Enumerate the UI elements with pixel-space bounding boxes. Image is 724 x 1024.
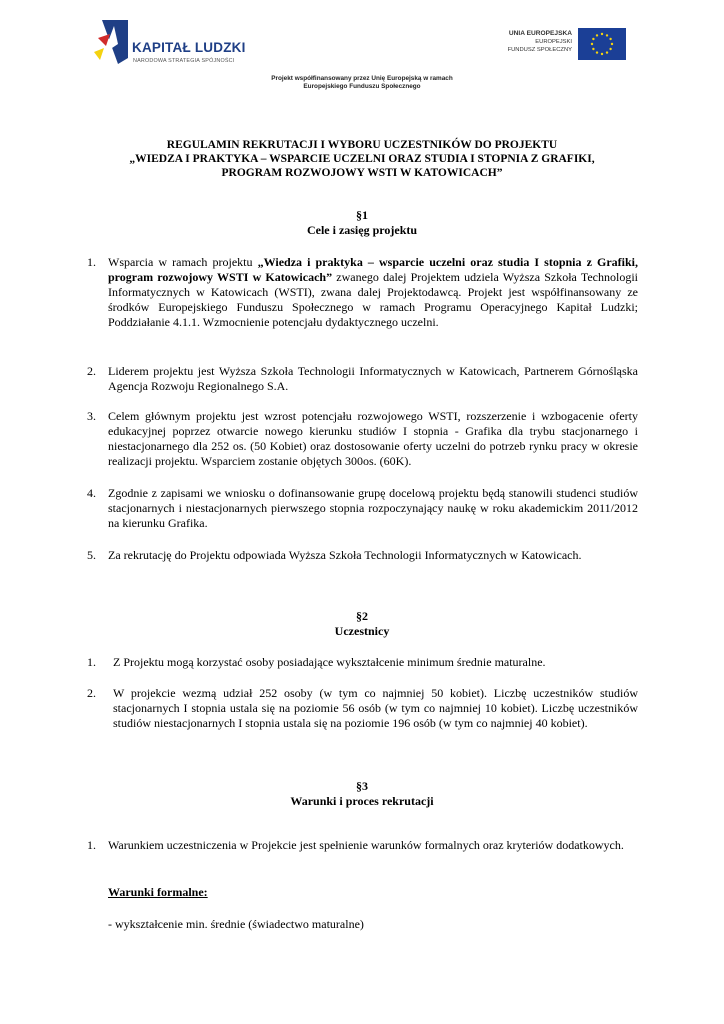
eu-line1: UNIA EUROPEJSKA bbox=[508, 30, 572, 37]
s2-item2-text: W projekcie wezmą udział 252 osoby (w tym co najmniej 50 kobiet). Liczbę uczestników studiów stacjonarnych I stopnia ustala się na poziomie 56 osób (w tym co najmniej 10 kobiet). Liczbę uczestników studiów niestacjonarnych I stopnia ustala się na poziomie 196 osób (w tym co najmniej 40 kobiet). bbox=[113, 686, 638, 730]
s1-item2-text: Liderem projektu jest Wyższa Szkoła Technologii Informatycznych w Katowicach, Partnerem Górnośląska Agencja Rozwoju Regionalnego S.A. bbox=[108, 364, 638, 393]
eu-flag-icon bbox=[578, 28, 626, 60]
section3-heading bbox=[0, 779, 724, 809]
section2-heading bbox=[0, 609, 724, 639]
eu-line2: EUROPEJSKI bbox=[535, 39, 572, 45]
section3-number: §3 bbox=[356, 779, 368, 793]
s1-item5-number: 5. bbox=[87, 548, 96, 562]
title-line2: „WIEDZA I PRAKTYKA – WSPARCIE UCZELNI ORAZ STUDIA I STOPNIA Z GRAFIKI, bbox=[129, 153, 595, 165]
s1-item3-number: 3. bbox=[87, 409, 96, 423]
s1-item4-number: 4. bbox=[87, 486, 96, 500]
s1-item1-pre: Wsparcia w ramach projektu bbox=[108, 255, 258, 269]
cofinancing-note bbox=[0, 75, 724, 91]
section2-title: Uczestnicy bbox=[334, 624, 390, 638]
eu-line3: FUNDUSZ SPOŁECZNY bbox=[507, 47, 572, 53]
kapital-ludzki-emblem-icon bbox=[88, 18, 130, 66]
s3-item1-text: Warunkiem uczestniczenia w Projekcie jest spełnienie warunków formalnych oraz kryteriów dodatkowych. bbox=[108, 838, 624, 852]
section1-title: Cele i zasięg projektu bbox=[306, 223, 418, 237]
s2-item1-text: Z Projektu mogą korzystać osoby posiadające wykształcenie minimum średnie maturalne. bbox=[113, 655, 546, 669]
eu-fund-text bbox=[508, 30, 572, 54]
s2-item1-number: 1. bbox=[87, 655, 96, 669]
section1-number: §1 bbox=[356, 208, 368, 222]
kapital-ludzki-name: KAPITAŁ LUDZKI bbox=[132, 40, 246, 55]
s1-item1-text bbox=[108, 255, 638, 330]
s1-item1-project-name: „Wiedza i praktyka – wsparcie uczelni oraz studia I stopnia z Grafiki, program rozwojowy WSTI w Katowicach” bbox=[108, 255, 638, 284]
eu-fund-logo bbox=[490, 26, 626, 66]
s1-item1-post: zwanego dalej Projektem udziela Wyższa Szkoła Technologii Informatycznych w Katowicach (WSTI), zwana dalej Projektodawcą. Projekt jest współfinansowany ze środków Europejskiego Funduszu Społecznego w ramach Programu Operacyjnego Kapitał Ludzki; Poddziałanie 4.1.1. Wzmocnienie potencjału dydaktycznego uczelni. bbox=[108, 270, 638, 329]
s1-item3-text: Celem głównym projektu jest wzrost potencjału rozwojowego WSTI, rozszerzenie i wzbogacenie oferty edukacyjnej poprzez otwarcie nowego kierunku studiów I stopnia - Grafika dla trybu stacjonarnego i niestacjonarnego dla 252 os. (50 Kobiet) oraz dostosowanie oferty uczelni do potrzeb rynku pracy w okresie realizacji projektu. Wsparciem zostanie objętych 300os. (60K). bbox=[108, 409, 638, 468]
kapital-ludzki-logo bbox=[88, 18, 248, 70]
document-title bbox=[0, 138, 724, 180]
cofinancing-line1: Projekt współfinansowany przez Unię Europejską w ramach bbox=[271, 75, 453, 82]
section3-title: Warunki i proces rekrutacji bbox=[290, 794, 434, 808]
s1-item1-number: 1. bbox=[87, 255, 96, 269]
formal-condition-item: - wykształcenie min. średnie (świadectwo maturalne) bbox=[108, 917, 364, 931]
section1-heading bbox=[0, 208, 724, 238]
title-line1: REGULAMIN REKRUTACJI I WYBORU UCZESTNIKÓW DO PROJEKTU bbox=[166, 139, 558, 151]
formal-conditions-heading: Warunki formalne: bbox=[108, 885, 208, 899]
s1-item4-text: Zgodnie z zapisami we wniosku o dofinansowanie grupę docelową projektu będą stanowili studenci studiów stacjonarnych i niestacjonarnych pierwszego stopnia rozpoczynający naukę w roku akademickim 2011/2012 na kierunku Grafika. bbox=[108, 486, 638, 530]
kapital-ludzki-subtitle: NARODOWA STRATEGIA SPÓJNOŚCI bbox=[133, 58, 235, 64]
s1-item5-text: Za rekrutację do Projektu odpowiada Wyższa Szkoła Technologii Informatycznych w Katowicach. bbox=[108, 548, 582, 562]
s1-item2-number: 2. bbox=[87, 364, 96, 378]
title-line3: PROGRAM ROZWOJOWY WSTI W KATOWICACH” bbox=[221, 167, 503, 179]
s3-item1-number: 1. bbox=[87, 838, 96, 852]
s2-item2-number: 2. bbox=[87, 686, 96, 700]
cofinancing-line2: Europejskiego Funduszu Społecznego bbox=[303, 83, 421, 90]
section2-number: §2 bbox=[356, 609, 368, 623]
